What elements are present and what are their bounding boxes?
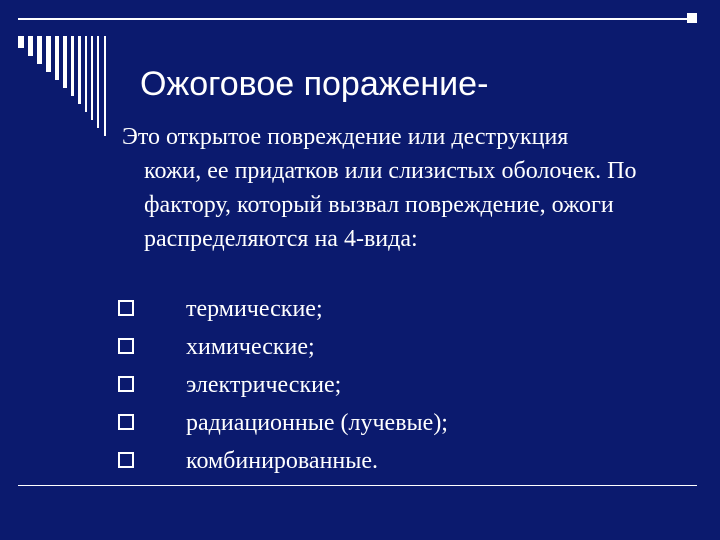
bottom-rule bbox=[18, 485, 697, 486]
decorative-bars bbox=[18, 36, 128, 136]
list-item-label: термические; bbox=[186, 296, 323, 322]
list-item-label: радиационные (лучевые); bbox=[186, 410, 448, 436]
list-item-label: электрические; bbox=[186, 372, 342, 398]
list-item-label: комбинированные. bbox=[186, 448, 379, 474]
corner-square bbox=[687, 13, 697, 23]
intro-continuation: кожи, ее придатков или слизистых оболочек. По фактору, который вызвал повреждение, ожоги распределяются на 4-вида: bbox=[144, 158, 637, 252]
checkbox-icon bbox=[118, 452, 134, 468]
checkbox-icon bbox=[118, 414, 134, 430]
checkbox-icon bbox=[118, 300, 134, 316]
checkbox-icon bbox=[118, 376, 134, 392]
top-rule bbox=[18, 18, 697, 20]
checkbox-icon bbox=[118, 338, 134, 354]
intro-text bbox=[122, 120, 702, 256]
slide-title: Ожоговое поражение- bbox=[140, 65, 489, 103]
list-item-label: химические; bbox=[186, 334, 315, 360]
intro-first-line: Это открытое повреждение или деструкция bbox=[122, 124, 569, 150]
